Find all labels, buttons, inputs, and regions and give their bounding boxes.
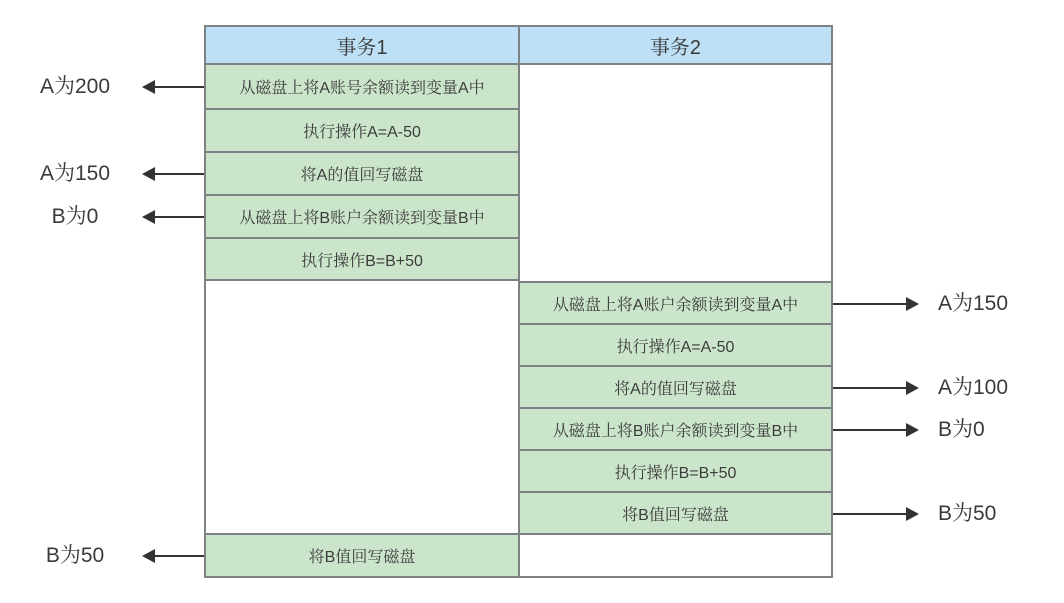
- t2-step-write-b: 将B值回写磁盘: [520, 493, 831, 535]
- table-header-row: [206, 27, 831, 65]
- t2-step-compute-b: 执行操作B=B+50: [520, 451, 831, 493]
- arrow-line: [833, 303, 907, 305]
- annotation-b-50-left: B为50: [45, 544, 105, 567]
- t1-step-write-a: 将A的值回写磁盘: [206, 153, 518, 196]
- t1-idle-gap: [206, 281, 518, 535]
- arrowhead-left-icon: [142, 210, 155, 224]
- arrow-line: [833, 387, 907, 389]
- arrow-line: [154, 555, 204, 557]
- annotation-a-100: A为100: [938, 376, 1009, 399]
- arrowhead-right-icon: [906, 297, 919, 311]
- t2-step-read-b: 从磁盘上将B账户余额读到变量B中: [520, 409, 831, 451]
- header-transaction-2: 事务2: [520, 27, 831, 63]
- annotation-b-0-left: B为0: [51, 205, 99, 228]
- t2-idle-gap-top: [520, 65, 831, 283]
- transaction-2-column: [520, 65, 831, 576]
- t1-step-read-b: 从磁盘上将B账户余额读到变量B中: [206, 196, 518, 239]
- arrow-line: [833, 513, 907, 515]
- t1-step-read-a: 从磁盘上将A账号余额读到变量A中: [206, 65, 518, 110]
- t1-step-compute-a: 执行操作A=A-50: [206, 110, 518, 153]
- annotation-a-200: A为200: [39, 75, 111, 98]
- annotation-a-150-left: A为150: [39, 162, 111, 185]
- arrow-line: [833, 429, 907, 431]
- transaction-schedule-table: [204, 25, 833, 578]
- arrow-line: [154, 86, 204, 88]
- arrowhead-right-icon: [906, 423, 919, 437]
- t2-step-read-a: 从磁盘上将A账户余额读到变量A中: [520, 283, 831, 325]
- arrowhead-left-icon: [142, 549, 155, 563]
- t1-step-compute-b: 执行操作B=B+50: [206, 239, 518, 281]
- t1-step-write-b: 将B值回写磁盘: [206, 535, 518, 576]
- annotation-a-150-right: A为150: [938, 292, 1009, 315]
- annotation-b-0-right: B为0: [938, 418, 985, 441]
- t2-idle-gap-bottom: [520, 535, 831, 576]
- arrow-line: [154, 216, 204, 218]
- arrow-line: [154, 173, 204, 175]
- table-body: [206, 65, 831, 576]
- arrowhead-left-icon: [142, 167, 155, 181]
- transaction-1-column: [206, 65, 520, 576]
- arrowhead-right-icon: [906, 507, 919, 521]
- arrowhead-left-icon: [142, 80, 155, 94]
- t2-step-compute-a: 执行操作A=A-50: [520, 325, 831, 367]
- arrowhead-right-icon: [906, 381, 919, 395]
- annotation-b-50-right: B为50: [938, 502, 997, 525]
- header-transaction-1: 事务1: [206, 27, 520, 63]
- t2-step-write-a: 将A的值回写磁盘: [520, 367, 831, 409]
